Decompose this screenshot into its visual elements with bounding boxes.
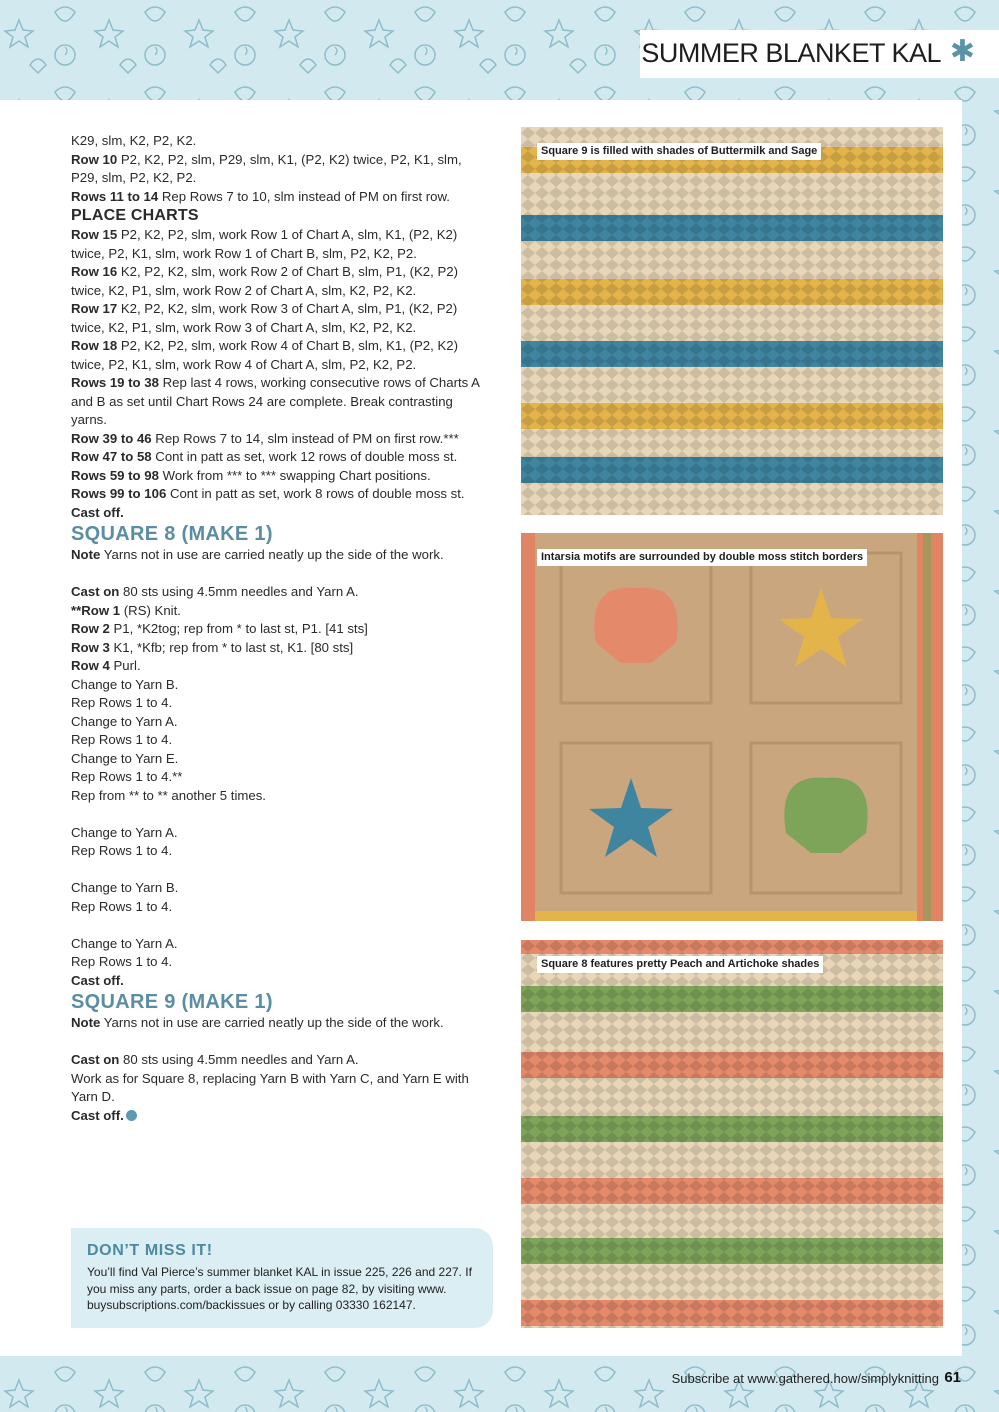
dont-miss-body: You’ll find Val Pierce’s summer blanket KAL in issue 225, 226 and 227. If you miss any parts, order a back issue on page 82, by visiting www. buysubscriptions.com/backissues or by calling 03330 162147. xyxy=(87,1265,472,1312)
asterisk-star-icon: ✱ xyxy=(949,35,975,68)
row-instruction: Row 16 K2, P2, K2, slm, work Row 2 of Chart B, slm, P1, (K2, P2) twice, K2, P1, slm, work Row 2 of Chart A, slm, K2, P2, K2. xyxy=(71,264,458,298)
page-number: 61 xyxy=(944,1369,961,1386)
text-line: Change to Yarn A. xyxy=(71,824,178,840)
spacer xyxy=(71,1033,491,1052)
text-line: Change to Yarn B. xyxy=(71,880,179,895)
note-line: Note Yarns not in use are carried neatly up the side of the work. xyxy=(71,1015,444,1030)
text-line: Change to Yarn B. xyxy=(71,676,179,692)
square-8-heading: SQUARE 8 (MAKE 1) xyxy=(71,523,273,545)
intarsia-knit-image xyxy=(521,533,943,921)
row-instruction: Rows 99 to 106 Cont in patt as set, work 8 rows of double moss st. xyxy=(71,486,465,501)
text-line: Rep Rows 1 to 4. xyxy=(71,843,173,858)
row-instruction: Row 2 P1, *K2tog; rep from * to last st, P1. [41 sts] xyxy=(71,621,368,636)
text-line: Rep Rows 1 to 4. xyxy=(71,954,173,969)
subscribe-footer: Subscribe at www.gathered.how/simplyknitting xyxy=(671,1371,939,1386)
intarsia-motifs-photo xyxy=(521,533,943,921)
row-instruction: Row 47 to 58 Cont in patt as set, work 12 rows of double moss st. xyxy=(71,449,458,464)
row-instruction: **Row 1 (RS) Knit. xyxy=(71,602,181,618)
cast-off-line: Cast off. xyxy=(71,1107,491,1126)
text-line: Rep Rows 1 to 4.** xyxy=(71,769,183,784)
stripe-knit-image xyxy=(521,127,943,515)
dont-miss-title: DON’T MISS IT! xyxy=(87,1242,213,1259)
pattern-text-column xyxy=(71,132,491,1125)
square-9-photo xyxy=(521,127,943,515)
row-instruction: Row 4 Purl. xyxy=(71,658,141,673)
spacer xyxy=(71,565,491,584)
row-instruction: Rows 59 to 98 Work from *** to *** swapping Chart positions. xyxy=(71,467,431,483)
text-line: Change to Yarn A. xyxy=(71,713,178,729)
photo-caption: Square 9 is filled with shades of Buttermilk and Sage xyxy=(537,143,821,160)
row-instruction: Row 10 P2, K2, P2, slm, P29, slm, K1, (P2, K2) twice, P2, K1, slm, P29, slm, P2, K2, P2. xyxy=(71,151,462,185)
text-line: Rep Rows 1 to 4. xyxy=(71,732,173,747)
row-instruction: Rows 11 to 14 Rep Rows 7 to 10, slm instead of PM on first row. xyxy=(71,188,450,204)
cast-off-line: Cast off. xyxy=(71,972,124,988)
square-9-heading: SQUARE 9 (MAKE 1) xyxy=(71,991,273,1013)
text-line: Change to Yarn A. xyxy=(71,935,178,951)
place-charts-heading: PLACE CHARTS xyxy=(71,207,199,224)
spacer xyxy=(71,861,491,880)
spacer xyxy=(71,916,491,935)
cast-on-line: Cast on 80 sts using 4.5mm needles and Yarn A. xyxy=(71,584,359,599)
text-line: Change to Yarn E. xyxy=(71,750,179,766)
square-8-photo xyxy=(521,940,943,1328)
text-line: Work as for Square 8, replacing Yarn B with Yarn C, and Yarn E with Yarn D. xyxy=(71,1070,469,1104)
stripe-knit-image xyxy=(521,940,943,1328)
row-instruction: Row 3 K1, *Kfb; rep from * to last st, K1. [80 sts] xyxy=(71,639,354,655)
yarn-ball-icon xyxy=(126,1110,137,1121)
row-instruction: Row 15 P2, K2, P2, slm, work Row 1 of Chart A, slm, K1, (P2, K2) twice, P2, K1, slm, work Row 1 of Chart B, slm, P2, K2, P2. xyxy=(71,227,458,261)
dont-miss-it-box xyxy=(71,1228,493,1328)
text-line: Rep Rows 1 to 4. xyxy=(71,695,173,710)
spacer xyxy=(71,805,491,824)
row-instruction: Rows 19 to 38 Rep last 4 rows, working consecutive rows of Charts A and B as set until Chart Rows 24 are complete. Break contrasting yarns. xyxy=(71,375,480,427)
photo-caption: Intarsia motifs are surrounded by double moss stitch borders xyxy=(537,549,867,566)
text-line: Rep from ** to ** another 5 times. xyxy=(71,787,266,803)
text-line: Rep Rows 1 to 4. xyxy=(71,898,173,914)
cast-off-line: Cast off. xyxy=(71,504,124,520)
cast-on-line: Cast on 80 sts using 4.5mm needles and Yarn A. xyxy=(71,1052,359,1067)
row-instruction: Row 18 P2, K2, P2, slm, work Row 4 of Chart B, slm, K1, (P2, K2) twice, P2, K1, slm, work Row 4 of Chart A, slm, P2, K2, P2. xyxy=(71,338,458,372)
row-instruction: Row 17 K2, P2, K2, slm, work Row 3 of Chart A, slm, P1, (K2, P2) twice, K2, P1, slm, work Row 3 of Chart A, slm, K2, P2, K2. xyxy=(71,301,458,335)
photo-caption: Square 8 features pretty Peach and Artichoke shades xyxy=(537,956,823,973)
text-line: K29, slm, K2, P2, K2. xyxy=(71,133,197,148)
note-line: Note Yarns not in use are carried neatly up the side of the work. xyxy=(71,547,444,562)
row-instruction: Row 39 to 46 Rep Rows 7 to 14, slm instead of PM on first row.*** xyxy=(71,430,459,446)
section-title: SUMMER BLANKET KAL xyxy=(641,38,941,68)
